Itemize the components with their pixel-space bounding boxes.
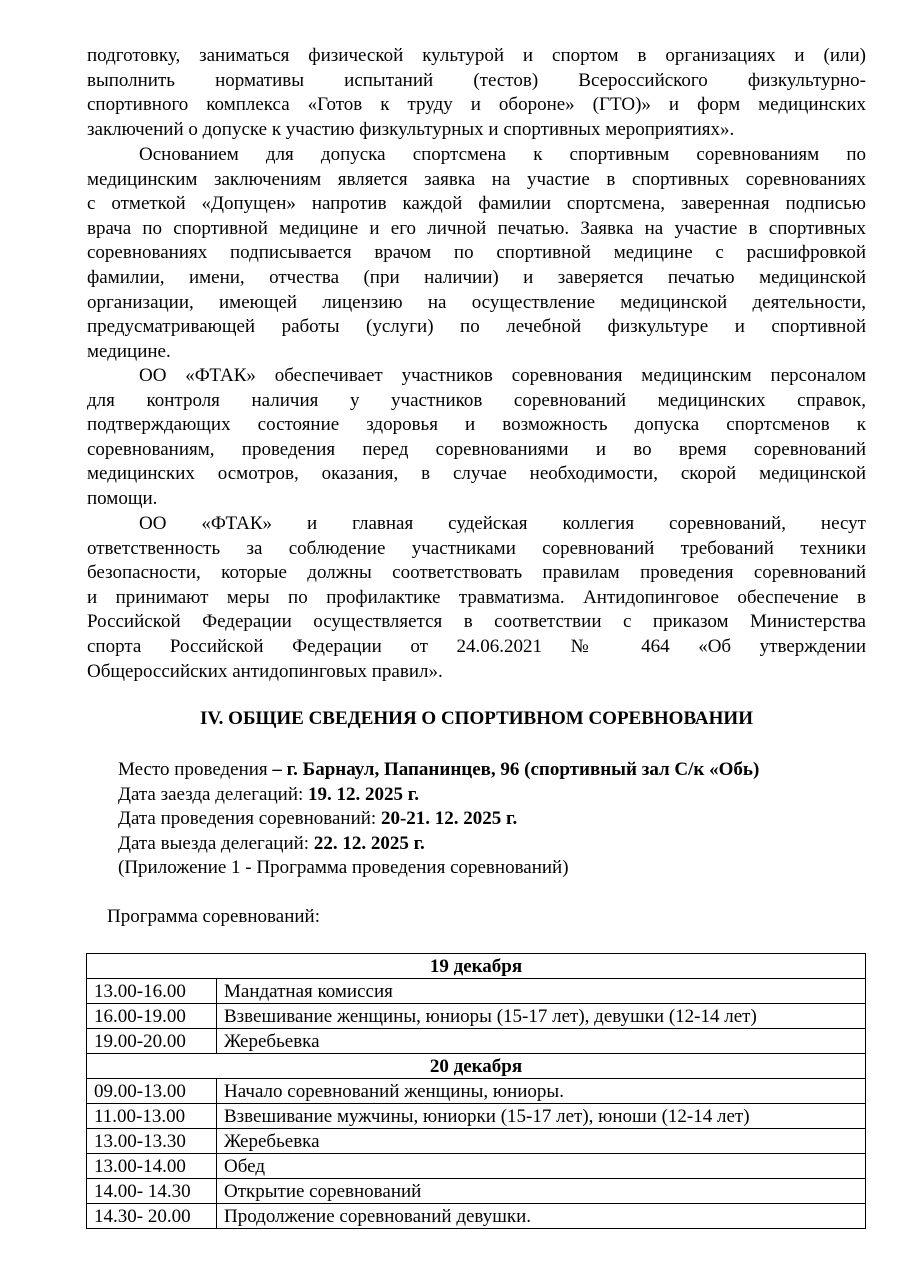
event-cell: Жеребьевка: [217, 1029, 866, 1054]
text-line: подтверждающих состояние здоровья и возможность допуска спортсменов к: [87, 414, 866, 436]
table-row: [87, 1179, 866, 1204]
text-line: спорта Российской Федерации от 24.06.2021 № 464 «Об утверждении: [87, 635, 866, 657]
text-line: фамилии, имени, отчества (при наличии) и заверяется печатью медицинской: [87, 266, 866, 288]
day-date: 20 декабря: [87, 1054, 866, 1079]
event-cell: Жеребьевка: [217, 1129, 866, 1154]
table-row: [87, 1204, 866, 1229]
event-cell: Взвешивание женщины, юниоры (15-17 лет), девушки (12-14 лет): [217, 1004, 866, 1029]
event-cell: Продолжение соревнований девушки.: [217, 1204, 866, 1229]
text-line: безопасности, которые должны соответствовать правилам проведения соревнований: [87, 562, 866, 584]
text-line: медицинских осмотров, оказания, в случае необходимости, скорой медицинской: [87, 463, 866, 485]
schedule-table: [86, 953, 866, 1229]
table-row: [87, 1154, 866, 1179]
venue-label: Место проведения: [118, 759, 273, 780]
text-line: подготовку, заниматься физической культурой и спортом в организациях и (или): [87, 45, 866, 66]
arrival-label: Дата заезда делегаций:: [118, 783, 309, 805]
table-row: [87, 1004, 866, 1029]
section-heading: IV. ОБЩИЕ СВЕДЕНИЯ О СПОРТИВНОМ СОРЕВНОВАНИИ: [200, 708, 753, 729]
table-row: [87, 1129, 866, 1154]
arrival-value: 19. 12. 2025 г.: [308, 783, 420, 805]
paragraph-medical-staff: [87, 364, 866, 512]
time-cell: 14.30- 20.00: [87, 1204, 217, 1229]
text-line: Общероссийских антидопинговых правил».: [87, 660, 443, 682]
event-cell: Начало соревнований женщины, юниоры.: [217, 1079, 866, 1104]
departure-value: 22. 12. 2025 г.: [313, 832, 425, 854]
event-cell: Взвешивание мужчины, юниорки (15-17 лет), юноши (12-14 лет): [217, 1104, 866, 1129]
time-cell: 09.00-13.00: [87, 1079, 217, 1104]
day-date: 19 декабря: [87, 954, 866, 979]
event-cell: Обед: [217, 1154, 866, 1179]
appendix-note: (Приложение 1 - Программа проведения соревнований): [118, 857, 569, 878]
event-cell: Мандатная комиссия: [217, 979, 866, 1004]
arrival-row: [118, 783, 759, 808]
text-line: помощи.: [87, 487, 158, 509]
competition-info: [118, 758, 759, 881]
dates-value: 20-21. 12. 2025 г.: [380, 808, 518, 829]
text-line: ОО «ФТАК» и главная судейская коллегия соревнований, несут: [139, 513, 866, 534]
text-line: Российской Федерации осуществляется в соответствии с приказом Министерства: [87, 611, 866, 633]
time-cell: 19.00-20.00: [87, 1029, 217, 1054]
departure-row: [118, 832, 759, 857]
program-label: Программа соревнований:: [107, 906, 320, 927]
time-cell: 14.00- 14.30: [87, 1179, 217, 1204]
dates-row: [118, 807, 759, 832]
text-line: ответственность за соблюдение участниками соревнований требований техники: [87, 537, 866, 559]
text-line: организации, имеющей лицензию на осуществление медицинской деятельности,: [87, 291, 866, 313]
text-line: и принимают меры по профилактике травматизма. Антидопинговое обеспечение в: [87, 586, 866, 608]
paragraph-medical-admission: [87, 143, 866, 364]
text-line: медицинским заключениям является заявка на участие в спортивных соревнованиях: [87, 168, 866, 190]
text-line: заключений о допуске к участию физкультурных и спортивных мероприятиях».: [87, 118, 735, 140]
text-line: с отметкой «Допущен» напротив каждой фамилии спортсмена, заверенная подписью: [87, 193, 866, 215]
text-line: ОО «ФТАК» обеспечивает участников соревнования медицинским персоналом: [139, 365, 866, 386]
time-cell: 16.00-19.00: [87, 1004, 217, 1029]
text-line: выполнить нормативы испытаний (тестов) Всероссийского физкультурно-: [87, 69, 866, 91]
text-line: Основанием для допуска спортсмена к спортивным соревнованиям по: [139, 144, 866, 165]
time-cell: 13.00-14.00: [87, 1154, 217, 1179]
departure-label: Дата выезда делегаций:: [118, 832, 314, 854]
text-line: медицине.: [87, 340, 171, 362]
text-line: соревнованиях подписывается врачом по спортивной медицине с расшифровкой: [87, 242, 866, 264]
table-row: [87, 1104, 866, 1129]
paragraph-safety-antidoping: [87, 512, 866, 684]
text-line: спортивного комплекса «Готов к труду и обороне» (ГТО)» и форм медицинских: [87, 94, 866, 116]
text-line: соревнованиям, проведения перед соревнованиями и во время соревнований: [87, 438, 866, 460]
event-cell: Открытие соревнований: [217, 1179, 866, 1204]
venue-value: – г. Барнаул, Папанинцев, 96 (спортивный зал С/к «Обь): [272, 759, 760, 780]
venue-row: [118, 758, 759, 783]
text-line: врача по спортивной медицине и его личной печатью. Заявка на участие в спортивных: [87, 217, 866, 239]
time-cell: 11.00-13.00: [87, 1104, 217, 1129]
time-cell: 13.00-13.30: [87, 1129, 217, 1154]
text-line: предусматривающей работы (услуги) по лечебной физкультуре и спортивной: [87, 316, 866, 338]
time-cell: 13.00-16.00: [87, 979, 217, 1004]
day-header-row: [87, 1054, 866, 1079]
paragraph-continuation: [87, 44, 866, 142]
table-row: [87, 979, 866, 1004]
day-header-row: [87, 954, 866, 979]
table-row: [87, 1079, 866, 1104]
text-line: для контроля наличия у участников соревнований медицинских справок,: [87, 389, 866, 411]
table-row: [87, 1029, 866, 1054]
dates-label: Дата проведения соревнований:: [118, 808, 381, 829]
